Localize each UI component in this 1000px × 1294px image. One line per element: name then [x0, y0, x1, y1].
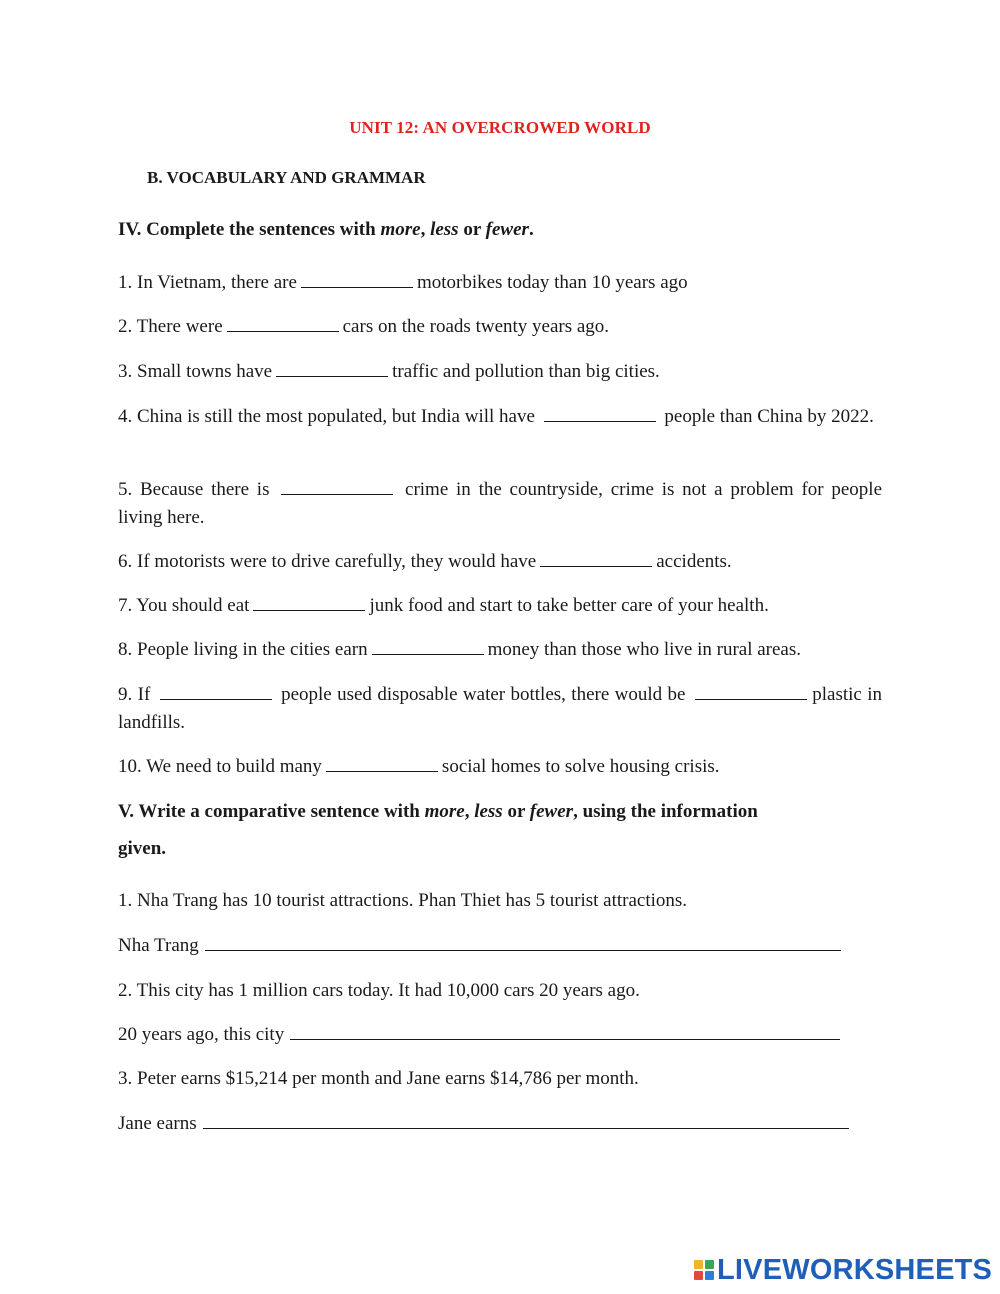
prompt-1: 1. Nha Trang has 10 tourist attractions. Phan Thiet has 5 tourist attractions. [118, 890, 688, 911]
answer-blank[interactable] [227, 330, 339, 332]
answer-blank[interactable] [276, 375, 388, 377]
worksheet-subtitle: B. VOCABULARY AND GRAMMAR [147, 168, 426, 187]
answer-input-line[interactable] [205, 949, 841, 951]
answer-blank[interactable] [253, 609, 365, 611]
exercise-item-3: 3. Small towns have traffic and pollution than big cities. [118, 361, 660, 382]
section-v-heading-line2: given. [118, 838, 167, 859]
answer-blank[interactable] [695, 698, 807, 700]
section-v-heading: V. Write a comparative sentence with more, less or fewer, using the information [118, 801, 758, 822]
answer-line-2: 20 years ago, this city [118, 1021, 840, 1049]
answer-blank[interactable] [160, 698, 272, 700]
exercise-item-1: 1. In Vietnam, there are motorbikes today than 10 years ago [118, 272, 688, 293]
worksheet-title: UNIT 12: AN OVERCROWED WORLD [349, 118, 651, 137]
answer-blank[interactable] [372, 653, 484, 655]
logo-text: LIVEWORKSHEETS [717, 1253, 993, 1286]
answer-input-line[interactable] [203, 1127, 849, 1129]
answer-blank[interactable] [544, 420, 656, 422]
answer-blank[interactable] [301, 286, 413, 288]
answer-blank[interactable] [540, 565, 652, 567]
exercise-item-5: 5. Because there is crime in the countryside, crime is not a problem for people living here. [118, 479, 883, 528]
answer-blank[interactable] [326, 770, 438, 772]
exercise-item-2: 2. There were cars on the roads twenty years ago. [118, 316, 610, 337]
exercise-item-9: 9. If people used disposable water bottles, there would be plastic in landfills. [118, 684, 883, 733]
exercise-item-4: 4. China is still the most populated, but India will have people than China by 2022. [118, 406, 874, 427]
section-iv-heading: IV. Complete the sentences with more, less or fewer. [118, 219, 534, 240]
answer-blank[interactable] [281, 493, 393, 495]
answer-input-line[interactable] [290, 1038, 840, 1040]
exercise-item-6: 6. If motorists were to drive carefully, they would have accidents. [118, 551, 732, 572]
liveworksheets-logo-icon [694, 1260, 714, 1280]
answer-line-3: Jane earns [118, 1110, 849, 1138]
liveworksheets-logo[interactable] [694, 1255, 992, 1285]
answer-line-1: Nha Trang [118, 932, 841, 960]
prompt-2: 2. This city has 1 million cars today. It had 10,000 cars 20 years ago. [118, 980, 640, 1001]
exercise-item-8: 8. People living in the cities earn money than those who live in rural areas. [118, 639, 802, 660]
exercise-item-10: 10. We need to build many social homes to solve housing crisis. [118, 756, 720, 777]
exercise-item-7: 7. You should eat junk food and start to take better care of your health. [118, 595, 769, 616]
prompt-3: 3. Peter earns $15,214 per month and Jane earns $14,786 per month. [118, 1068, 639, 1089]
